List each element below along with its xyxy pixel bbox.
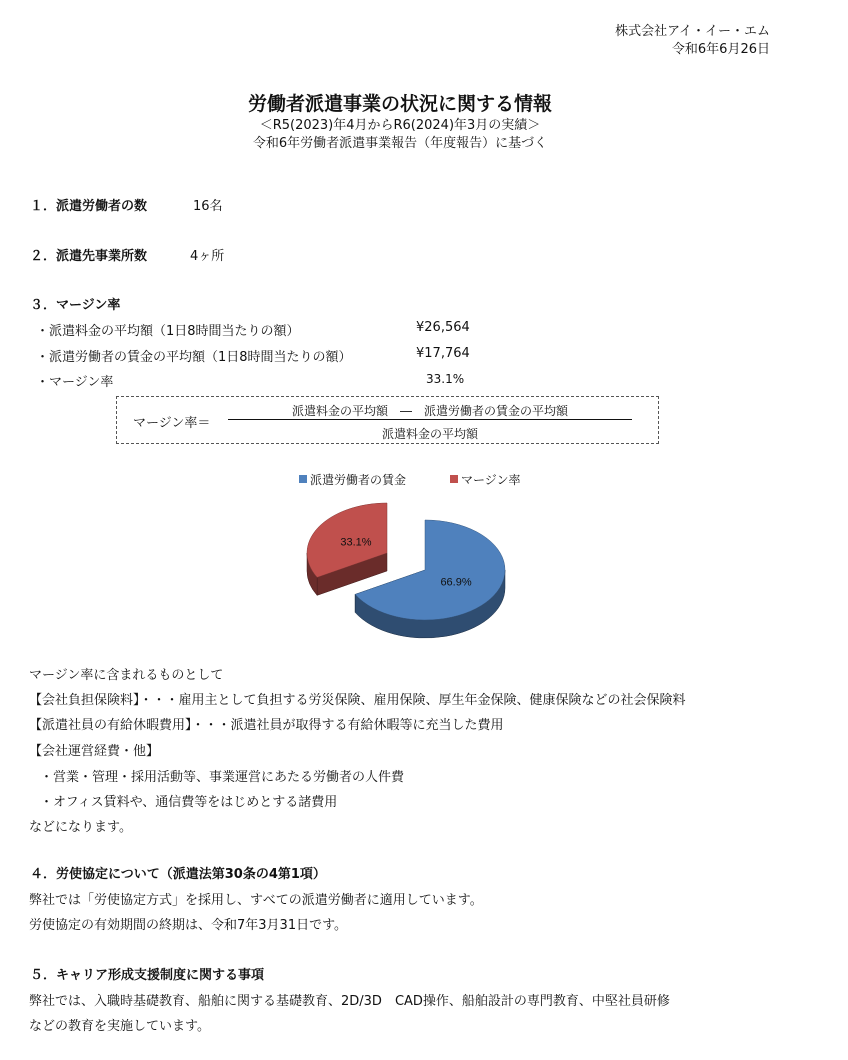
section5-heading: ５．キャリア形成支援制度に関する事項 bbox=[30, 968, 265, 983]
section3-heading: ３．マージン率 bbox=[30, 298, 121, 313]
formula-lhs: マージン率＝ bbox=[133, 416, 211, 431]
report-basis: 令和6年労働者派遣事業報告（年度報告）に基づく bbox=[252, 136, 548, 151]
avg-wage-value: ¥17,764 bbox=[416, 346, 470, 361]
formula-denominator: 派遣料金の平均額 bbox=[381, 427, 478, 441]
margin-notes-outro: などになります。 bbox=[29, 820, 132, 835]
margin-rate-label: ・マージン率 bbox=[36, 375, 114, 390]
report-period: ＜R5(2023)年4月からR6(2024)年3月の実績＞ bbox=[259, 118, 541, 133]
pie-label-wage: 66.9% bbox=[440, 576, 472, 589]
margin-notes-intro: マージン率に含まれるものとして bbox=[29, 668, 224, 683]
legend-label-margin: マージン率 bbox=[461, 473, 521, 487]
margin-notes-operating: 【会社運営経費・他】 bbox=[29, 744, 160, 759]
margin-notes-office: ・オフィス賃料や、通信費等をはじめとする諸費用 bbox=[40, 795, 338, 810]
office-count: 4ヶ所 bbox=[190, 249, 225, 264]
margin-notes-insurance: 【会社負担保険料】・・・雇用主として負担する労災保険、雇用保険、厚生年金保険、健康保険などの社会保険料 bbox=[29, 693, 686, 708]
avg-wage-label: ・派遣労働者の賃金の平均額（1日8時間当たりの額） bbox=[36, 350, 352, 365]
margin-notes-paid-leave: 【派遣社員の有給休暇費用】・・・派遣社員が取得する有給休暇等に充当した費用 bbox=[29, 718, 504, 733]
avg-fee-label: ・派遣料金の平均額（1日8時間当たりの額） bbox=[36, 324, 300, 339]
margin-notes-personnel: ・営業・管理・採用活動等、事業運営にあたる労働者の人件費 bbox=[40, 770, 405, 785]
report-date: 令和6年6月26日 bbox=[671, 42, 770, 57]
pie-label-margin: 33.1% bbox=[340, 536, 372, 549]
section1-heading: １．派遣労働者の数 bbox=[30, 199, 148, 214]
section4-line1: 弊社では「労使協定方式」を採用し、すべての派遣労働者に適用しています。 bbox=[29, 893, 483, 908]
section5-line1: 弊社では、入職時基礎教育、船舶に関する基礎教育、2D/3D CAD操作、船舶設計の専門教育、中堅社員研修 bbox=[29, 994, 670, 1009]
formula-numerator: 派遣料金の平均額 ― 派遣労働者の賃金の平均額 bbox=[291, 404, 568, 418]
legend-swatch-wage bbox=[299, 475, 307, 483]
legend-swatch-margin bbox=[450, 475, 458, 483]
section5-line2: などの教育を実施しています。 bbox=[29, 1019, 210, 1034]
worker-count: 16名 bbox=[193, 199, 223, 214]
margin-pie-chart bbox=[290, 500, 530, 650]
section4-line2: 労使協定の有効期間の終期は、令和7年3月31日です。 bbox=[29, 918, 348, 933]
section4-heading: ４．労使協定について（派遣法第30条の4第1項） bbox=[30, 867, 326, 882]
legend-label-wage: 派遣労働者の賃金 bbox=[310, 473, 407, 487]
avg-fee-value: ¥26,564 bbox=[416, 320, 470, 335]
margin-rate-value: 33.1% bbox=[426, 372, 465, 386]
formula-fraction-bar bbox=[228, 419, 632, 420]
section2-heading: ２．派遣先事業所数 bbox=[30, 249, 148, 264]
company-name: 株式会社アイ・イー・エム bbox=[615, 24, 770, 39]
page-title: 労働者派遣事業の状況に関する情報 bbox=[247, 93, 552, 115]
